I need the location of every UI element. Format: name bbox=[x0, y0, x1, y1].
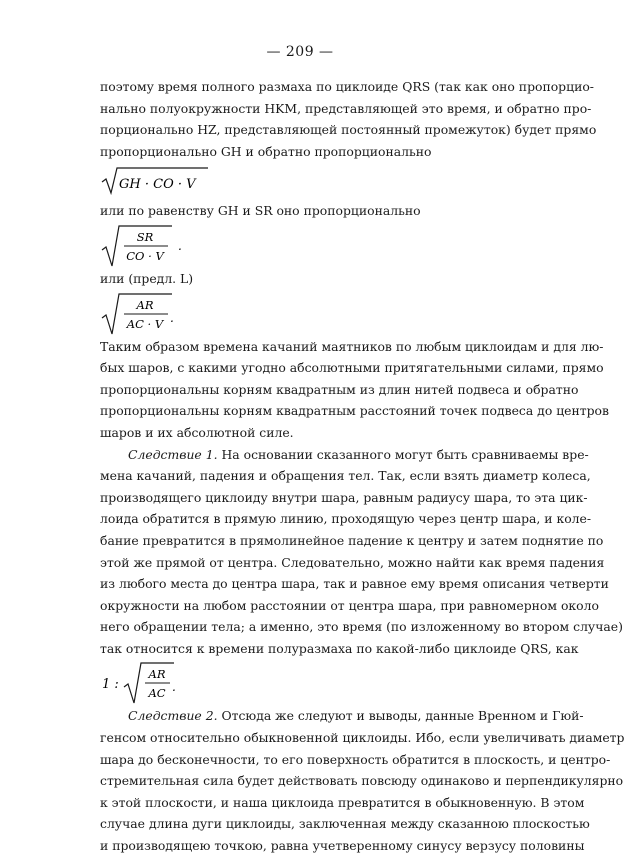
formula-sqrt-ar-acv bbox=[100, 292, 500, 336]
radical-sign bbox=[100, 164, 210, 198]
text-line: стремительная сила будет действовать повсюду одинаково и перпендикулярно bbox=[100, 773, 624, 789]
text-line: или (предл. L) bbox=[100, 270, 194, 286]
formula1-text: GH · CO · V bbox=[119, 177, 196, 193]
text-line: поэтому время полного размаха по циклоиде QRS (так как оно пропорцио- bbox=[100, 79, 594, 94]
radical-sign bbox=[100, 661, 190, 705]
formula-ratio-sqrt-ar-ac bbox=[100, 661, 500, 705]
text-line: пропорциональны корням квадратным расстояний точек подвеса до центров bbox=[100, 403, 609, 419]
text-line: случае длина дуги циклоиды, заключенная между сказанною плоскостью bbox=[100, 816, 590, 832]
text-line: лоида обратится в прямую линию, проходящую через центр шара, и коле- bbox=[100, 511, 592, 527]
radical-sign bbox=[100, 224, 190, 268]
text-line bbox=[100, 705, 584, 727]
text-line: и производящею точкою, равна учетверенному синусу верзусу половины bbox=[100, 838, 585, 854]
page-number: — 209 — bbox=[266, 44, 334, 60]
body-text bbox=[100, 76, 624, 857]
text-run: Отсюда же следуют и выводы, данные Вренном и Гюй- bbox=[221, 708, 584, 724]
formula-sqrt-sr-cov bbox=[100, 224, 500, 268]
text-line: Таким образом времена качаний маятников по любым циклоидам и для лю- bbox=[100, 338, 604, 354]
formula3-tail: . bbox=[170, 310, 174, 325]
text-line: пропорциональны корням квадратным из длин нитей подвеса и обратно bbox=[100, 381, 579, 397]
text-line: производящего циклоиду внутри шара, равным радиусу шара, то эта цик- bbox=[100, 489, 588, 505]
text-line: к этой плоскости, и наша циклоида превратится в обыкновенную. В этом bbox=[100, 794, 585, 810]
formula4-num: AR bbox=[148, 667, 166, 682]
text-line: так относится к времени полуразмаха по какой-либо циклоиде QRS, как bbox=[100, 640, 579, 656]
text-line: него обращении тела; а именно, это время (по изложенному во втором случае) bbox=[100, 619, 623, 635]
text-line: окружности на любом расстоянии от центра шара, при равномерном около bbox=[100, 597, 599, 613]
formula2-num: SR bbox=[136, 229, 154, 244]
text-line: мена качаний, падения и обращения тел. Так, если взять диаметр колеса, bbox=[100, 468, 591, 484]
text-line: бание превратится в прямолинейное падение к центру и затем поднятие по bbox=[100, 532, 604, 548]
radical-sign bbox=[100, 292, 190, 336]
text-line: шаров и их абсолютной силе. bbox=[100, 424, 294, 440]
text-line: пропорционально GH и обратно пропорционально bbox=[100, 143, 432, 159]
corollary-label: Следствие 1. bbox=[128, 446, 218, 462]
formula4-den: AC bbox=[148, 686, 166, 701]
formula3-den: AC · V bbox=[126, 316, 164, 331]
formula4-tail: . bbox=[172, 680, 176, 695]
corollary-label: Следствие 2. bbox=[128, 708, 218, 724]
text-line: из любого места до центра шара, так и равное ему время описания четверти bbox=[100, 576, 609, 592]
formula2-tail: . bbox=[178, 238, 182, 253]
formula-sqrt-gh-co-v bbox=[100, 164, 500, 200]
text-line: этой же прямой от центра. Следовательно, можно найти как время падения bbox=[100, 554, 605, 570]
text-line: бых шаров, с какими угодно абсолютными притягательными силами, прямо bbox=[100, 360, 604, 376]
text-line: нально полуокружности HKM, представляющей это время, и обратно про- bbox=[100, 100, 592, 116]
text-line: или по равенству GH и SR оно пропорционально bbox=[100, 203, 421, 219]
text-run: На основании сказанного могут быть сравниваемы вре- bbox=[221, 446, 589, 462]
text-line bbox=[100, 444, 589, 466]
text-line: порционально HZ, представляющей постоянный промежуток) будет прямо bbox=[100, 122, 597, 138]
formula2-den: CO · V bbox=[126, 248, 164, 263]
formula3-num: AR bbox=[136, 297, 154, 312]
formula4-lead: 1 : bbox=[102, 677, 119, 693]
text-line: генсом относительно обыкновенной циклоиды. Ибо, если увеличивать диаметр bbox=[100, 730, 624, 746]
text-line: шара до бесконечности, то его поверхность обратится в плоскость, и центро- bbox=[100, 751, 611, 767]
